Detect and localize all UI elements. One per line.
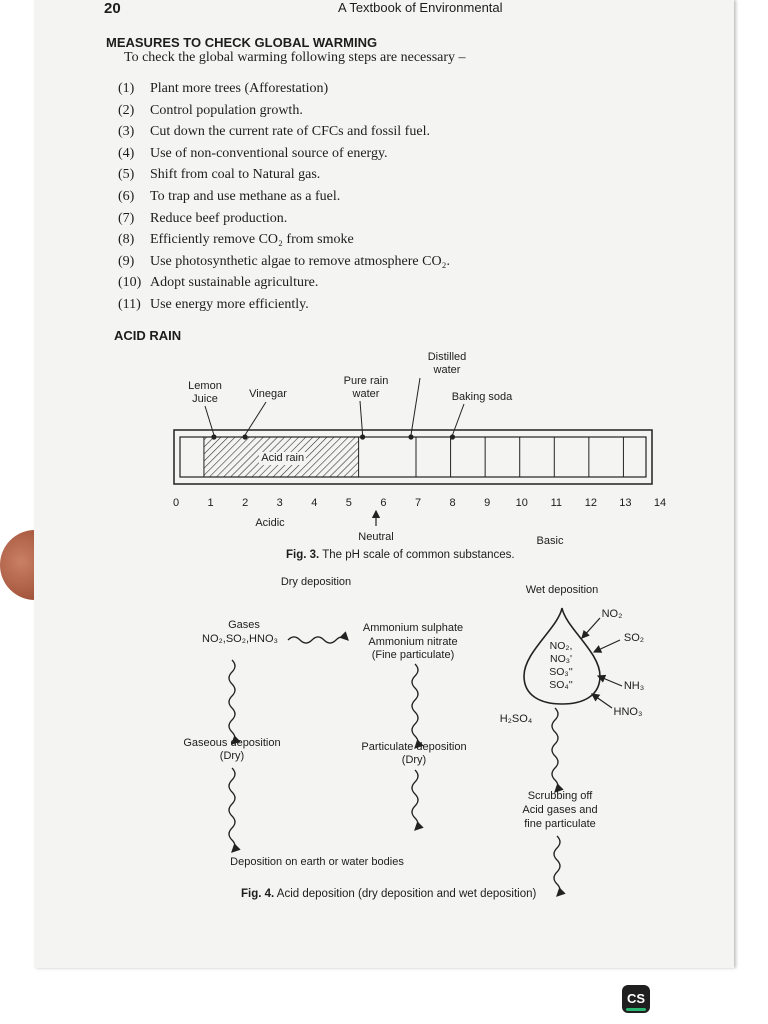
dry-deposition-title: Dry deposition	[280, 576, 352, 588]
hno3-input-label: HNO₃	[613, 706, 643, 718]
camscanner-logo-icon: CS	[622, 985, 650, 1013]
ph-tick-label: 13	[619, 497, 632, 509]
wet-to-earth-arrow	[554, 836, 560, 896]
ph-tick-label: 1	[207, 497, 214, 509]
particulate-dep-line-1: Particulate deposition	[361, 741, 467, 753]
gas-to-particulate-arrow	[288, 637, 348, 643]
drop-content-2: NO₃'	[549, 653, 573, 665]
fig4-caption: Fig. 4. Acid deposition (dry deposition and wet deposition)	[241, 888, 537, 900]
wet-deposition-title: Wet deposition	[525, 584, 599, 596]
ph-tick-label: 11	[550, 497, 562, 509]
acid-rain-band-label: Acid rain	[261, 452, 305, 464]
scrubbing-line-3: fine particulate	[524, 818, 596, 830]
list-item: (7) Reduce beef production.	[118, 210, 288, 226]
list-item: (3) Cut down the current rate of CFCs and fossil fuel.	[118, 124, 430, 140]
ph-tick-label: 9	[484, 497, 491, 509]
basic-label: Basic	[536, 535, 564, 547]
ph-tick-label: 7	[414, 497, 422, 509]
ph-tick-label: 3	[276, 497, 283, 509]
gaseous-to-earth-arrow	[229, 768, 235, 852]
gaseous-dep-line-1: Gaseous deposition	[183, 737, 281, 749]
ph-tick-label: 0	[172, 497, 180, 509]
list-item: (4) Use of non-conventional source of energy.	[118, 145, 388, 161]
baking-soda-label: Baking soda	[451, 391, 513, 403]
pure-rain-water-label: Pure rain water	[343, 375, 389, 400]
so2-input-label: SO₂	[623, 632, 645, 644]
gaseous-dep-line-2: (Dry)	[219, 750, 245, 762]
global-warming-intro: To check the global warming following steps are necessary –	[124, 50, 466, 65]
vinegar-label: Vinegar	[249, 388, 287, 400]
acidic-label: Acidic	[255, 517, 285, 529]
no2-input-label: NO₂	[601, 608, 623, 620]
nh3-input-label: NH₃	[623, 680, 645, 692]
ph-tick-label: 5	[345, 497, 352, 509]
list-item: (6) To trap and use methane as a fuel.	[118, 188, 341, 204]
distilled-water-label: Distilled water	[427, 351, 467, 376]
h2so4-label: H₂SO₄	[499, 713, 533, 725]
particulate-to-earth-arrow	[412, 770, 418, 830]
list-item: (5) Shift from coal to Natural gas.	[118, 167, 321, 183]
ph-tick-label: 4	[311, 497, 318, 509]
list-item: (2) Control population growth.	[118, 102, 303, 118]
particulate-dep-line-2: (Dry)	[401, 754, 427, 766]
drop-content-1: NO₂,	[549, 640, 573, 652]
particulate-line-2: Ammonium nitrate	[368, 636, 458, 648]
drop-content-3: SO₃''	[549, 666, 573, 678]
global-warming-heading: MEASURES TO CHECK GLOBAL WARMING	[106, 35, 378, 50]
ph-tick-label: 10	[515, 497, 528, 509]
deposition-earth-label: Deposition on earth or water bodies	[230, 856, 404, 868]
gases-formula: NO₂,SO₂,HNO₃	[202, 633, 278, 645]
particulate-line-1: Ammonium sulphate	[362, 622, 464, 634]
list-item: (9) Use photosynthetic algae to remove atmosphere CO₂.	[118, 253, 450, 269]
list-item: (11) Use energy more efficiently.	[118, 296, 309, 312]
drop-content-4: SO₄''	[549, 679, 573, 691]
running-title: A Textbook of Environmental	[338, 0, 503, 15]
lemon-juice-label: Lemon Juice	[188, 380, 222, 405]
list-item: (8) Efficiently remove CO₂ from smoke	[118, 232, 354, 248]
no2-arrow	[582, 618, 600, 638]
page-number: 20	[104, 0, 121, 17]
gases-label: Gases	[228, 619, 260, 631]
so2-arrow	[594, 640, 620, 652]
particulate-line-3: (Fine particulate)	[371, 649, 455, 661]
scrubbing-line-2: Acid gases and	[522, 804, 598, 816]
fig3-caption: Fig. 3. The pH scale of common substances.	[286, 549, 515, 561]
neutral-label: Neutral	[358, 531, 394, 543]
wet-dep-arrow	[552, 708, 558, 792]
ph-tick-label: 2	[242, 497, 249, 509]
ph-tick-label: 12	[584, 497, 597, 509]
ph-tick-label: 6	[380, 497, 387, 509]
particulate-dep-arrow	[412, 664, 418, 748]
list-item: (10) Adopt sustainable agriculture.	[118, 275, 319, 291]
ph-tick-label: 14	[653, 497, 667, 509]
gaseous-dep-arrow	[229, 660, 235, 744]
list-item: (1) Plant more trees (Afforestation)	[118, 81, 329, 96]
scrubbing-line-1: Scrubbing off	[527, 790, 593, 802]
acid-rain-heading: ACID RAIN	[114, 328, 182, 343]
ph-tick-label: 8	[449, 497, 456, 509]
